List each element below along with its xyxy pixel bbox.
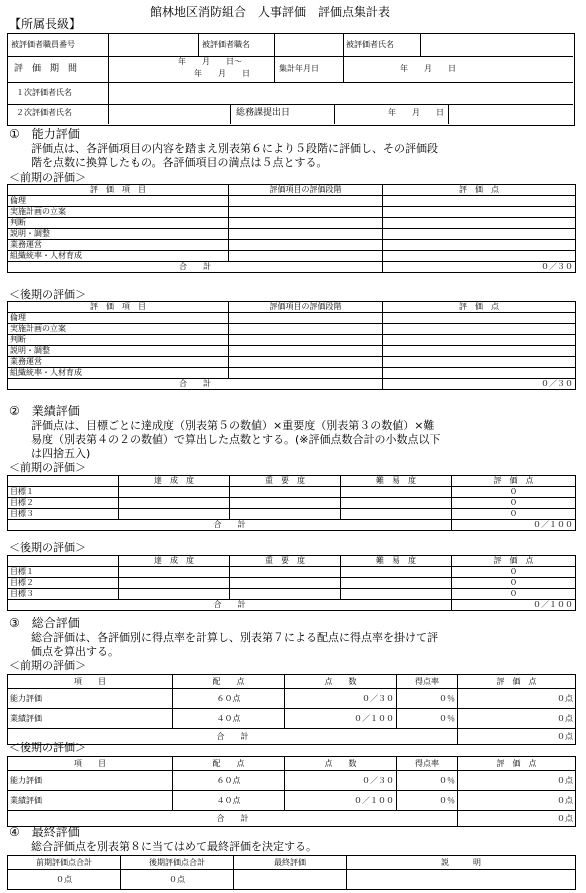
- col-header: 評 価 点: [452, 476, 576, 487]
- section3-desc-line2: 価点を算出する。: [9, 645, 119, 658]
- section3-first-label: ＜前期の評価＞: [9, 659, 86, 672]
- goal-label: 目標３: [8, 509, 119, 520]
- achievement-cell[interactable]: [119, 589, 230, 600]
- level-cell[interactable]: [229, 346, 383, 357]
- col-header: 説 明: [347, 856, 576, 870]
- evaluator2-label: ２次評価者氏名: [16, 108, 72, 117]
- section2-desc-line1: 評価点は、目標ごとに達成度（別表第５の数値）×重要度（別表第３の数値）×難: [9, 419, 435, 432]
- item-label: 判断: [8, 218, 229, 229]
- col-header: 後期評価点合計: [121, 856, 234, 870]
- level-cell[interactable]: [229, 313, 383, 324]
- goal-label: 目標２: [8, 578, 119, 589]
- goal-label: 目標２: [8, 498, 119, 509]
- difficulty-cell[interactable]: [341, 487, 452, 498]
- item-label: 業務運営: [8, 240, 229, 251]
- col-header: 達 成 度: [119, 556, 230, 567]
- item-label: 組織統率・人材育成: [8, 368, 229, 379]
- col-header: 評 価 点: [458, 757, 576, 771]
- item-label: 業績評価: [8, 791, 173, 811]
- section2-desc-line3: は四捨五入): [9, 447, 91, 460]
- score-cell: [383, 346, 576, 357]
- difficulty-cell[interactable]: [341, 509, 452, 520]
- importance-cell[interactable]: [230, 578, 341, 589]
- score-cell: [383, 207, 576, 218]
- header-grid: [7, 33, 575, 126]
- score-cell: ０: [452, 498, 576, 509]
- col-header: 重 要 度: [230, 476, 341, 487]
- section2-first-label: ＜前期の評価＞: [9, 461, 86, 474]
- col-header: 前期評価点合計: [8, 856, 121, 870]
- item-label: 判断: [8, 335, 229, 346]
- score-cell: [383, 229, 576, 240]
- score-cell: [383, 196, 576, 207]
- level-cell[interactable]: [229, 324, 383, 335]
- evaluator1-label: １次評価者氏名: [16, 88, 72, 97]
- item-label: 能力評価: [8, 771, 173, 791]
- score-cell: ０: [452, 567, 576, 578]
- points-cell: ０／１００: [285, 791, 397, 811]
- total-value: ０／１００: [452, 600, 576, 611]
- col-header: 重 要 度: [230, 556, 341, 567]
- aggregation-date-field[interactable]: 年 月 日: [400, 64, 456, 73]
- overall-second-table: [7, 756, 576, 827]
- level-cell[interactable]: [229, 368, 383, 379]
- score-cell: ０点: [458, 709, 576, 729]
- item-label: 能力評価: [8, 689, 173, 709]
- allocation-cell: ６０点: [173, 689, 285, 709]
- col-header: 配 点: [173, 757, 285, 771]
- col-header: 得点率: [397, 675, 458, 689]
- col-header: 配 点: [173, 675, 285, 689]
- item-label: 業務運営: [8, 357, 229, 368]
- section4-desc-line1: 総合評価点を別表第８に当てはめて最終評価を決定する。: [9, 840, 317, 853]
- importance-cell[interactable]: [230, 487, 341, 498]
- employee-name-label: 被評価者氏名: [346, 40, 394, 49]
- performance-first-table: [7, 475, 576, 531]
- final-table: [7, 855, 576, 890]
- employee-number-field[interactable]: [109, 34, 198, 56]
- col-header: 評 価 項 目: [8, 302, 229, 313]
- overall-first-table: [7, 674, 576, 745]
- score-cell: [383, 357, 576, 368]
- second-total-cell: ０点: [121, 870, 234, 890]
- col-header: 最終評価: [234, 856, 347, 870]
- col-header: 項 目: [8, 675, 173, 689]
- allocation-cell: ４０点: [173, 791, 285, 811]
- total-label: 合 計: [8, 262, 383, 273]
- level-cell[interactable]: [229, 207, 383, 218]
- aggregation-date-label: 集計年月日: [279, 64, 319, 73]
- score-cell: [383, 313, 576, 324]
- points-cell: ０／３０: [285, 689, 397, 709]
- score-cell: ０: [452, 589, 576, 600]
- col-header: 評 価 点: [452, 556, 576, 567]
- difficulty-cell[interactable]: [341, 498, 452, 509]
- section1-desc-line2: 階を点数に換算したもの。各評価項目の満点は５点とする。: [9, 156, 328, 169]
- first-total-cell: ０点: [8, 870, 121, 890]
- col-header: 難 易 度: [341, 556, 452, 567]
- item-label: 実施計画の立案: [8, 324, 229, 335]
- achievement-cell[interactable]: [119, 578, 230, 589]
- evaluator1-field[interactable]: [109, 82, 573, 104]
- submission-date-field[interactable]: 年 月 日: [388, 108, 444, 117]
- section1-first-label: ＜前期の評価＞: [9, 171, 86, 184]
- achievement-cell[interactable]: [119, 567, 230, 578]
- score-cell: ０点: [458, 791, 576, 811]
- job-title-field[interactable]: [275, 34, 343, 56]
- goal-label: 目標１: [8, 487, 119, 498]
- score-cell: [383, 335, 576, 346]
- section2-desc-line2: 易度（別表第４の２の数値）で算出した点数とする。(※評価点数合計の小数点以下: [9, 433, 441, 446]
- item-label: 説明・調整: [8, 346, 229, 357]
- section1-title: ① 能力評価: [9, 127, 80, 141]
- score-cell: ０: [452, 578, 576, 589]
- level-cell[interactable]: [229, 251, 383, 262]
- section3-title: ③ 総合評価: [9, 616, 80, 630]
- points-cell: ０／１００: [285, 709, 397, 729]
- allocation-cell: ６０点: [173, 771, 285, 791]
- score-cell: ０: [452, 487, 576, 498]
- score-cell: [383, 251, 576, 262]
- goal-label: 目標３: [8, 589, 119, 600]
- score-cell: ０: [452, 509, 576, 520]
- period-start[interactable]: 年 月 日～: [178, 57, 242, 66]
- score-cell: [383, 368, 576, 379]
- level-cell[interactable]: [229, 218, 383, 229]
- total-value: ０／３０: [383, 262, 576, 273]
- rate-cell: ０％: [397, 771, 458, 791]
- level-cell[interactable]: [229, 240, 383, 251]
- score-cell: ０点: [458, 771, 576, 791]
- score-cell: ０点: [458, 689, 576, 709]
- item-label: 説明・調整: [8, 229, 229, 240]
- total-value: ０点: [458, 729, 576, 745]
- col-header: 点 数: [285, 757, 397, 771]
- col-header: 評 価 点: [383, 302, 576, 313]
- item-label: 業績評価: [8, 709, 173, 729]
- score-cell: [383, 218, 576, 229]
- total-value: ０／１００: [452, 520, 576, 531]
- section2-second-label: ＜後期の評価＞: [9, 541, 86, 554]
- col-header: 点 数: [285, 675, 397, 689]
- level-cell[interactable]: [229, 357, 383, 368]
- total-value: ０／３０: [383, 379, 576, 390]
- item-label: 組織統率・人材育成: [8, 251, 229, 262]
- importance-cell[interactable]: [230, 498, 341, 509]
- allocation-cell: ４０点: [173, 709, 285, 729]
- level-cell[interactable]: [229, 335, 383, 346]
- final-rating-cell[interactable]: [234, 870, 347, 890]
- section2-title: ② 業績評価: [9, 404, 80, 418]
- total-label: 合 計: [8, 600, 452, 611]
- achievement-cell[interactable]: [119, 498, 230, 509]
- section1-second-label: ＜後期の評価＞: [9, 288, 86, 301]
- achievement-cell[interactable]: [119, 487, 230, 498]
- total-label: 合 計: [8, 811, 458, 827]
- rate-cell: ０％: [397, 709, 458, 729]
- level-cell[interactable]: [229, 196, 383, 207]
- total-value: ０点: [458, 811, 576, 827]
- rate-cell: ０％: [397, 689, 458, 709]
- goal-label: 目標１: [8, 567, 119, 578]
- item-label: 実施計画の立案: [8, 207, 229, 218]
- score-cell: [383, 324, 576, 335]
- job-title-label: 被評価者職名: [202, 40, 250, 49]
- item-label: 倫理: [8, 313, 229, 324]
- section4-title: ④ 最終評価: [9, 825, 80, 839]
- col-header: 評 価 点: [383, 185, 576, 196]
- total-label: 合 計: [8, 729, 458, 745]
- rate-cell: ０％: [397, 791, 458, 811]
- performance-second-table: [7, 555, 576, 611]
- ability-second-table: [7, 301, 576, 390]
- importance-cell[interactable]: [230, 567, 341, 578]
- col-header: 評 価 点: [458, 675, 576, 689]
- section3-desc-line1: 総合評価は、各評価別に得点率を計算し、別表第７による配点に得点率を掛けて評: [9, 631, 438, 644]
- level-cell[interactable]: [229, 229, 383, 240]
- submission-date-label: 総務課提出日: [236, 108, 291, 118]
- col-header: 難 易 度: [341, 476, 452, 487]
- item-label: 倫理: [8, 196, 229, 207]
- section1-desc-line1: 評価点は、各評価項目の内容を踏まえ別表第６により５段階に評価し、その評価段: [9, 142, 438, 155]
- period-label: 評 価 期 間: [14, 64, 78, 74]
- total-label: 合 計: [8, 520, 452, 531]
- ability-first-table: [7, 184, 576, 273]
- col-header: 評価項目の評価段階: [229, 185, 383, 196]
- evaluator2-field[interactable]: [109, 104, 229, 124]
- employee-name-field[interactable]: [421, 34, 573, 56]
- col-header: 達 成 度: [119, 476, 230, 487]
- explanation-cell[interactable]: [347, 870, 576, 890]
- difficulty-cell[interactable]: [341, 578, 452, 589]
- difficulty-cell[interactable]: [341, 589, 452, 600]
- col-header: 得点率: [397, 757, 458, 771]
- section3-second-label: ＜後期の評価＞: [9, 741, 86, 754]
- col-header: 評 価 項 目: [8, 185, 229, 196]
- document-title: 館林地区消防組合 人事評価 評価点集計表: [150, 5, 391, 19]
- importance-cell[interactable]: [230, 509, 341, 520]
- employee-number-label: 被評価者職員番号: [11, 40, 75, 49]
- col-header: 項 目: [8, 757, 173, 771]
- total-label: 合 計: [8, 379, 383, 390]
- difficulty-cell[interactable]: [341, 567, 452, 578]
- category-label: 【所属長級】: [9, 17, 82, 31]
- score-cell: [383, 240, 576, 251]
- achievement-cell[interactable]: [119, 509, 230, 520]
- importance-cell[interactable]: [230, 589, 341, 600]
- col-header: 評価項目の評価段階: [229, 302, 383, 313]
- points-cell: ０／３０: [285, 771, 397, 791]
- period-end[interactable]: 年 月 日: [194, 69, 250, 78]
